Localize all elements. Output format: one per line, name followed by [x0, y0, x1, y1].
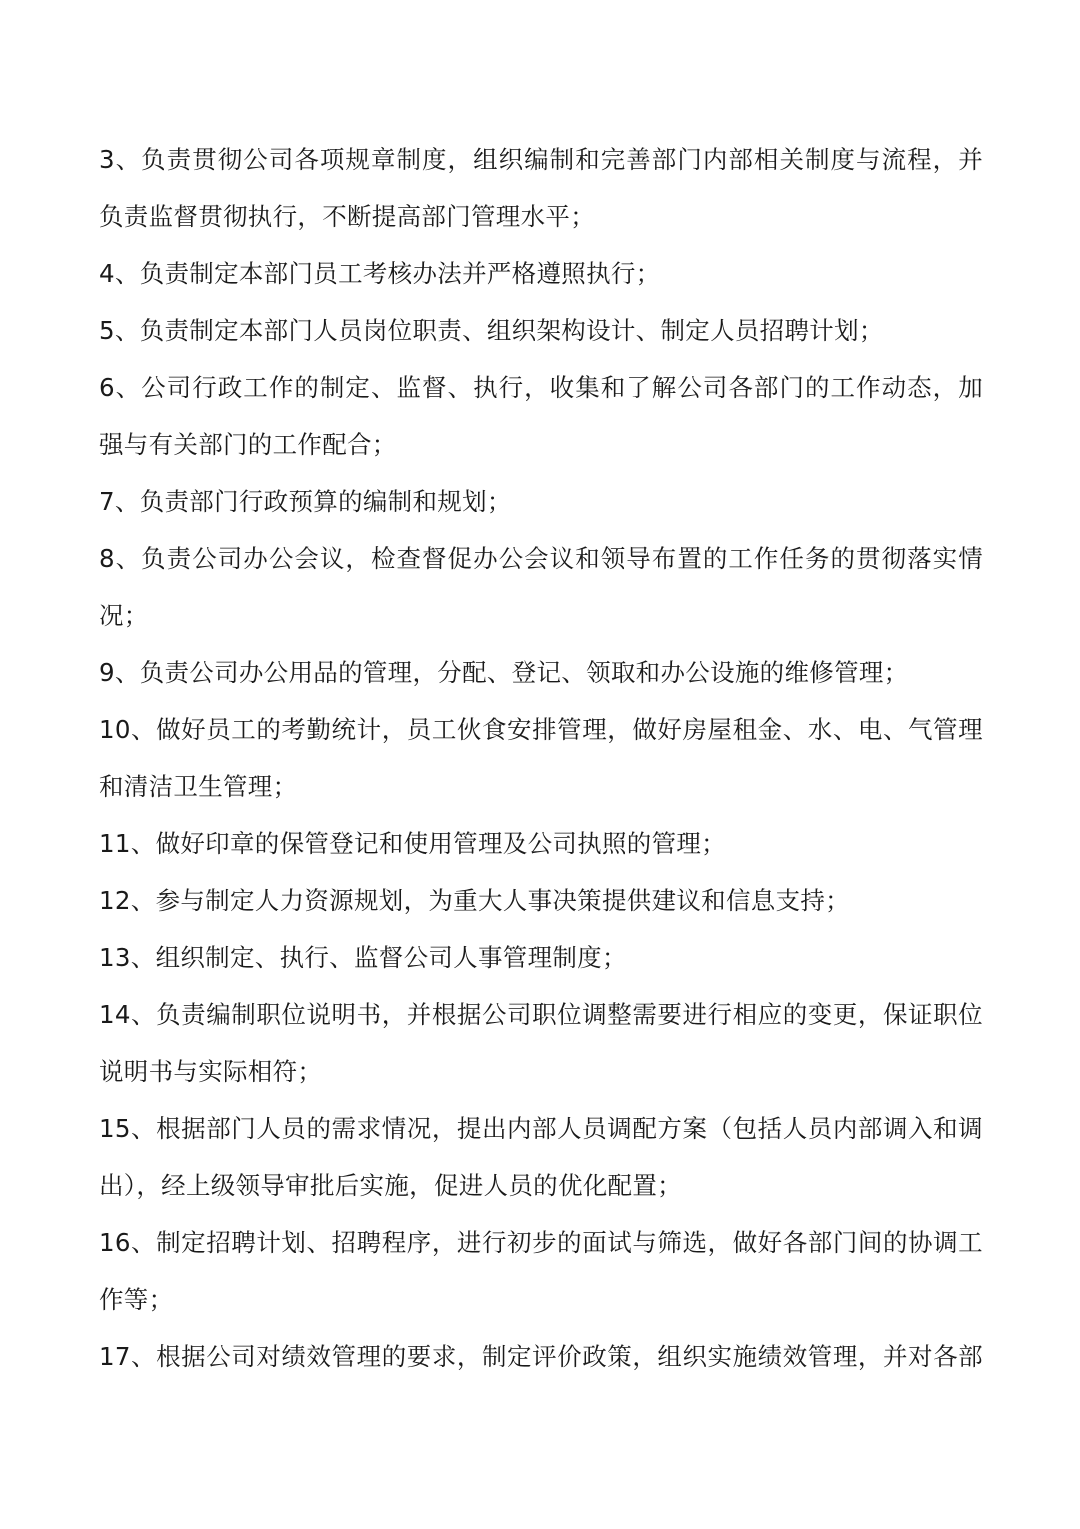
item-7-line-1: 7、负责部门行政预算的编制和规划；: [99, 487, 512, 516]
item-11-line-1: 11、做好印章的保管登记和使用管理及公司执照的管理；: [99, 829, 726, 858]
item-5-line-1: 5、负责制定本部门人员岗位职责、组织架构设计、制定人员招聘计划；: [99, 316, 884, 345]
item-10-line-2: 和清洁卫生管理；: [99, 772, 298, 801]
item-17-line-1: 17、根据公司对绩效管理的要求，制定评价政策，组织实施绩效管理，并对各部: [99, 1342, 983, 1371]
item-13-line-1: 13、组织制定、执行、监督公司人事管理制度；: [99, 943, 627, 972]
item-12-line-1: 12、参与制定人力资源规划，为重大人事决策提供建议和信息支持；: [99, 886, 850, 915]
item-15-line-1: 15、根据部门人员的需求情况，提出内部人员调配方案（包括人员内部调入和调: [99, 1114, 983, 1143]
item-10-line-1: 10、做好员工的考勤统计，员工伙食安排管理，做好房屋租金、水、电、气管理: [99, 715, 983, 744]
item-15-line-2: 出），经上级领导审批后实施，促进人员的优化配置；: [99, 1171, 682, 1200]
item-3-line-1: 3、负责贯彻公司各项规章制度，组织编制和完善部门内部相关制度与流程，并: [99, 145, 983, 174]
document-body: [99, 131, 983, 1385]
item-9-line-1: 9、负责公司办公用品的管理，分配、登记、领取和办公设施的维修管理；: [99, 658, 909, 687]
item-8-line-1: 8、负责公司办公会议，检查督促办公会议和领导布置的工作任务的贯彻落实情: [99, 544, 983, 573]
item-6-line-1: 6、公司行政工作的制定、监督、执行，收集和了解公司各部门的工作动态，加: [99, 373, 983, 402]
item-3-line-2: 负责监督贯彻执行，不断提高部门管理水平；: [99, 202, 595, 231]
item-14-line-1: 14、负责编制职位说明书，并根据公司职位调整需要进行相应的变更，保证职位: [99, 1000, 983, 1029]
item-14-line-2: 说明书与实际相符；: [99, 1057, 323, 1086]
item-4-line-1: 4、负责制定本部门员工考核办法并严格遵照执行；: [99, 259, 661, 288]
item-16-line-1: 16、制定招聘计划、招聘程序，进行初步的面试与筛选，做好各部门间的协调工: [99, 1228, 983, 1257]
item-8-line-2: 况；: [99, 601, 149, 630]
item-16-line-2: 作等；: [99, 1285, 174, 1314]
item-6-line-2: 强与有关部门的工作配合；: [99, 430, 397, 459]
